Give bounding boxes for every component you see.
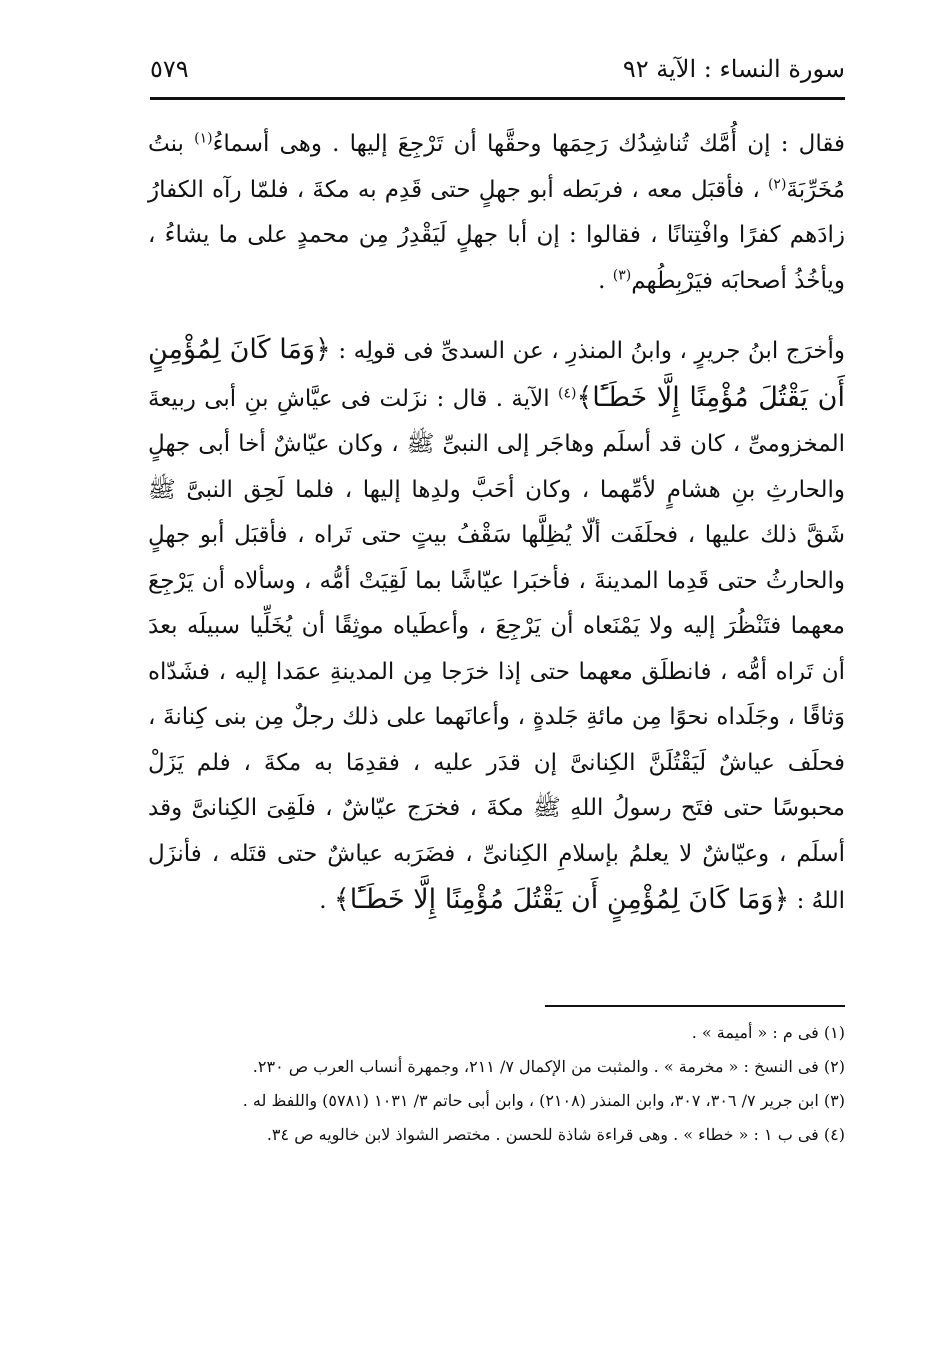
surah-title: سورة النساء : الآية ٩٢ xyxy=(622,55,845,83)
footnote-reference: (١) xyxy=(194,130,213,147)
footnote-reference: (٤) xyxy=(557,384,577,401)
running-header xyxy=(150,40,845,98)
footnote-reference: (٣) xyxy=(612,266,632,283)
footnote-3: (٣) ابن جرير ٧/ ٣٠٦، ٣٠٧، وابن المنذر (٢١٠٨) ، وابن أبى حاتم ٣/ ١٠٣١ (٥٧٨١) واللفظ له . xyxy=(242,1091,845,1110)
main-text xyxy=(148,122,845,925)
text-run: الآية . قال : نزَلت فى عيَّاشِ بنِ أبى ربيعةَ المخزومىِّ ، كان قد أسلَم وهاجَر إلى النبىِّ ﷺ ، وكان عيّاشٌ أخا أبى جهلٍ والحارثِ بنِ هشامٍ لأمِّهما ، وكان أحَبَّ ولدِها إليها ، فلما لَحِق النبىَّ ﷺ شَقَّ ذلك عليها ، فحلَفَت ألّا يُظِلَّها سَقْفُ بيتٍ حتى تَراه ، فأقبَل أبو جهلٍ والحارثُ حتى قَدِما المدينةَ ، فأخبَرا عيّاشًا بما لَقِيَتْ أمُّه ، وسألاه أن يَرْجِعَ معهما فتَنْظُرَ إليه ولا يَمْنَعاه أن يَرْجِعَ ، وأعطَياه موثِقًا أن يُخَلِّيا سبيلَه بعدَ أن تَراه أمُّه ، فانطلَق معهما حتى إذا خرَجا مِن المدينةِ عمَدا إليه ، فشَدّاه وَثاقًا ، وجَلَداه نحوًا مِن مائةِ جَلدةٍ ، وأعانَهما على ذلك رجلٌ مِن بنى كِنانةَ ، فحلَف عياشٌ لَيَقْتُلَنَّ الكِنانىَّ إن قدَر عليه ، فقدِمَا به مكةَ ، فلم يَزَلْ محبوسًا حتى فتَح رسولُ اللهِ ﷺ مكةَ ، فخرَج عيّاشٌ ، فلَقِىَ الكِنانىَّ وقد أسلَم ، وعيّاشٌ لا يعلمُ بإسلامِ الكِنانىِّ ، فضَرَبه عياشٌ حتى قتَله ، فأنزَل اللهُ : xyxy=(148,385,845,914)
text-run: فقال : إن أُمَّك تُناشِدُك رَحِمَها وحقَّها أن تَرْجِعَ إليها . وهى أسماءُ xyxy=(212,131,845,157)
quran-verse: ﴿وَمَا كَانَ لِمُؤْمِنٍ أَن يَقْتُلَ مُؤْمِنًا إِلَّا خَطَـًٔا﴾ xyxy=(333,884,790,915)
paragraph-2 xyxy=(148,327,845,925)
text-run: وأخرَج ابنُ جريرٍ ، وابنُ المنذرِ ، عن السدىِّ فى قولِه : xyxy=(330,338,845,364)
footnote-reference: (٢) xyxy=(767,175,787,192)
footnote-rule xyxy=(545,1005,845,1007)
footnote-2: (٢) فى النسخ : « مخرمة » . والمثبت من الإكمال ٧/ ٢١١، وجمهرة أنساب العرب ص ٢٣٠. xyxy=(252,1057,845,1076)
paragraph-1 xyxy=(148,122,845,304)
header-rule xyxy=(150,97,845,100)
text-run: . xyxy=(598,267,613,294)
page-number: ٥٧٩ xyxy=(150,55,189,83)
quran-verse: ﴿وَمَا كَانَ لِمُؤْمِنٍ أَن يَقْتُلَ مُؤْمِنًا إِلَّا خَطَـًٔا﴾ xyxy=(148,334,846,413)
footnote-1: (١) فى م : « أميمة » . xyxy=(691,1023,845,1042)
text-run: ، فأقبَل معه ، فربَطه أبو جهلٍ حتى قَدِم به مكةَ ، فلمّا رآه الكفارُ زادَهم كفرًا وافْتِتانًا ، فقالوا : إن أبا جهلٍ لَيَقْدِرُ مِن محمدٍ على ما يشاءُ ، ويأخُذُ أصحابَه فيَرْبِطُهم xyxy=(148,176,845,294)
text-run: . xyxy=(319,888,334,914)
footnotes xyxy=(148,1020,845,1156)
text-run: بنتُ مُخَرِّبَةَ xyxy=(148,131,845,203)
footnote-4: (٤) فى ب ١ : « خطاء » . وهى قراءة شاذة للحسن . مختصر الشواذ لابن خالويه ص ٣٤. xyxy=(266,1125,845,1144)
